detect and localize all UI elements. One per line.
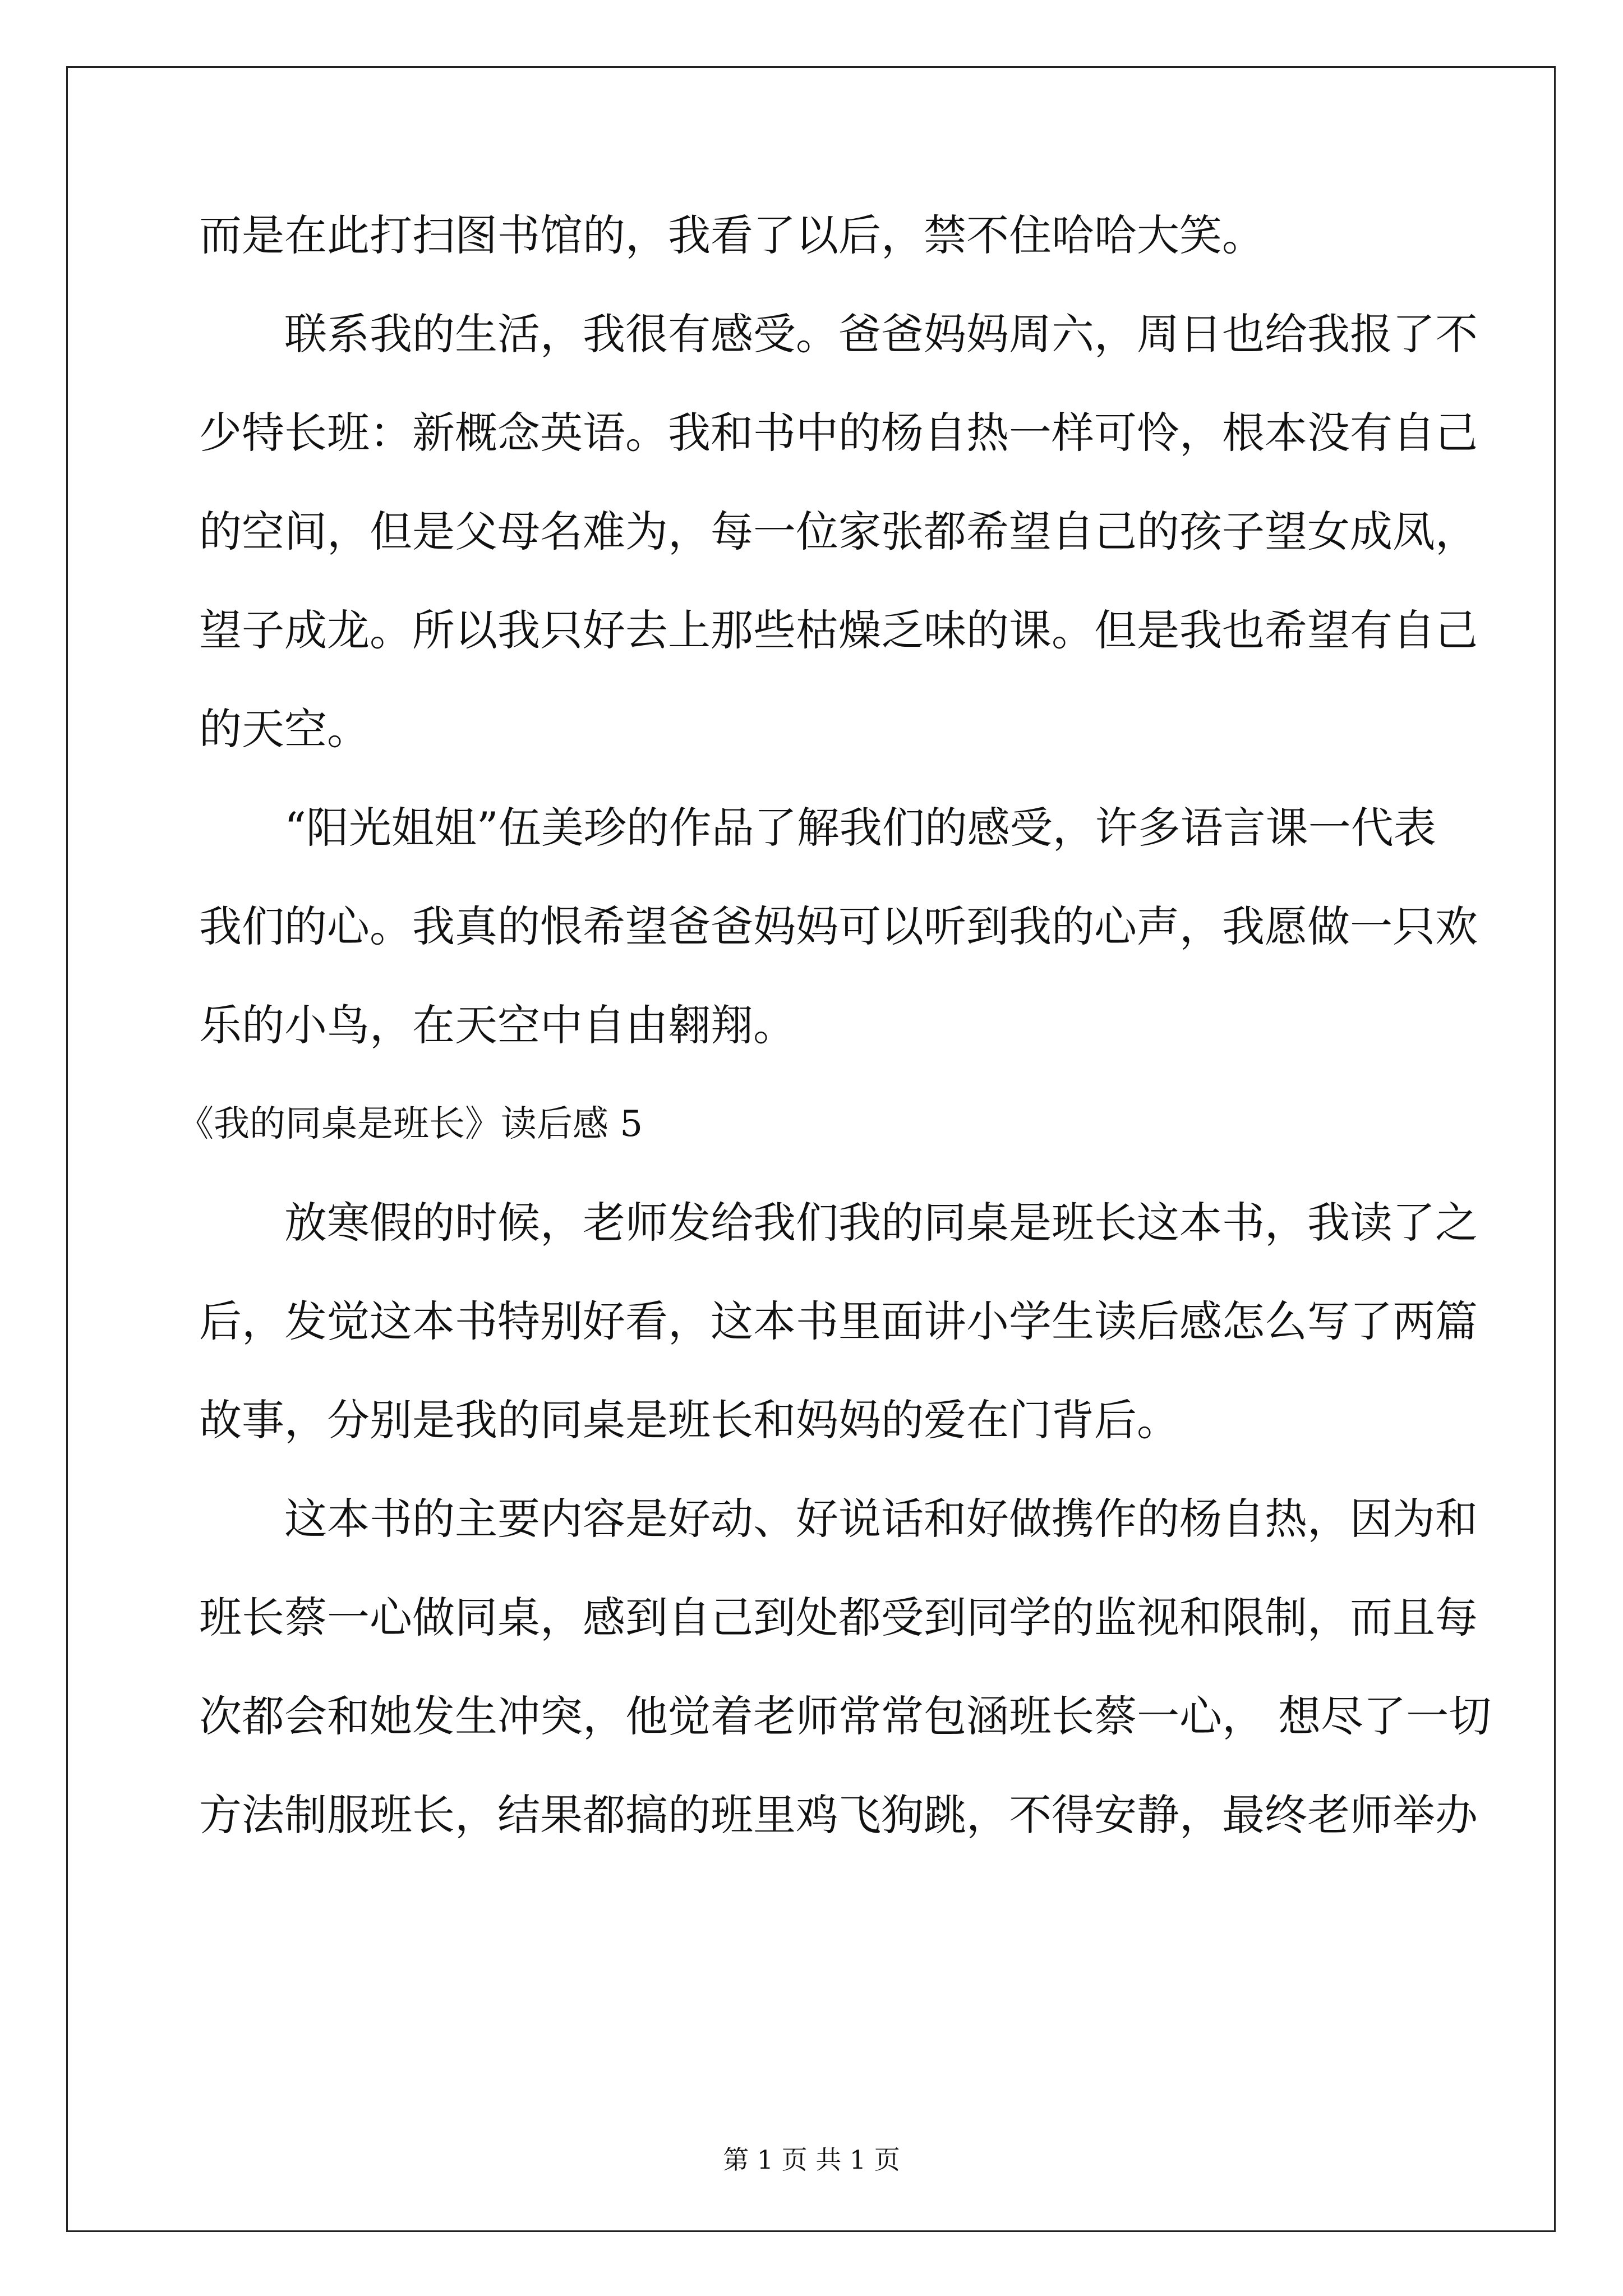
paragraph-line: 故事，分别是我的同桌是班长和妈妈的爱在门背后。 (199, 1395, 1179, 1445)
paragraph-line: 联系我的生活，我很有感受。爸爸妈妈周六，周日也给我报了不 (284, 309, 1478, 359)
paragraph-line: 望子成龙。所以我只好去上那些枯燥乏味的课。但是我也希望有自己 (199, 605, 1478, 655)
paragraph-line: 次都会和她发生冲突，他觉着老师常常包涵班长蔡一心， 想尽了一切 (199, 1691, 1492, 1741)
paragraph-line: 这本书的主要内容是好动、好说话和好做携作的杨自热，因为和 (284, 1494, 1478, 1544)
paragraph-line: 后，发觉这本书特别好看，这本书里面讲小学生读后感怎么写了两篇 (199, 1296, 1478, 1346)
paragraph-line: 的空间，但是父母名难为，每一位家张都希望自己的孩子望女成凤， (199, 507, 1478, 556)
paragraph-line: 乐的小鸟，在天空中自由翱翔。 (199, 1000, 796, 1050)
paragraph-line: 我们的心。我真的恨希望爸爸妈妈可以听到我的心声，我愿做一只欢 (199, 901, 1478, 951)
paragraph-line: “阳光姐姐”伍美珍的作品了解我们的感受，许多语言课一代表 (284, 803, 1436, 853)
paragraph-line: 而是在此打扫图书馆的，我看了以后，禁不住哈哈大笑。 (199, 210, 1265, 260)
paragraph-line: 的天空。 (199, 704, 370, 754)
paragraph-line: 方法制服班长，结果都搞的班里鸡飞狗跳，不得安静，最终老师举办 (199, 1790, 1478, 1840)
document-body (178, 208, 1492, 1886)
paragraph-line: 放寒假的时候，老师发给我们我的同桌是班长这本书，我读了之 (284, 1198, 1478, 1248)
page-footer: 第 1 页 共 1 页 (723, 2145, 900, 2175)
section-heading: 《我的同桌是班长》读后感 5 (178, 1103, 643, 1145)
paragraph-line: 少特长班：新概念英语。我和书中的杨自热一样可怜，根本没有自己 (199, 408, 1478, 458)
paragraph-line: 班长蔡一心做同桌，感到自己到处都受到同学的监视和限制，而且每 (199, 1593, 1478, 1642)
